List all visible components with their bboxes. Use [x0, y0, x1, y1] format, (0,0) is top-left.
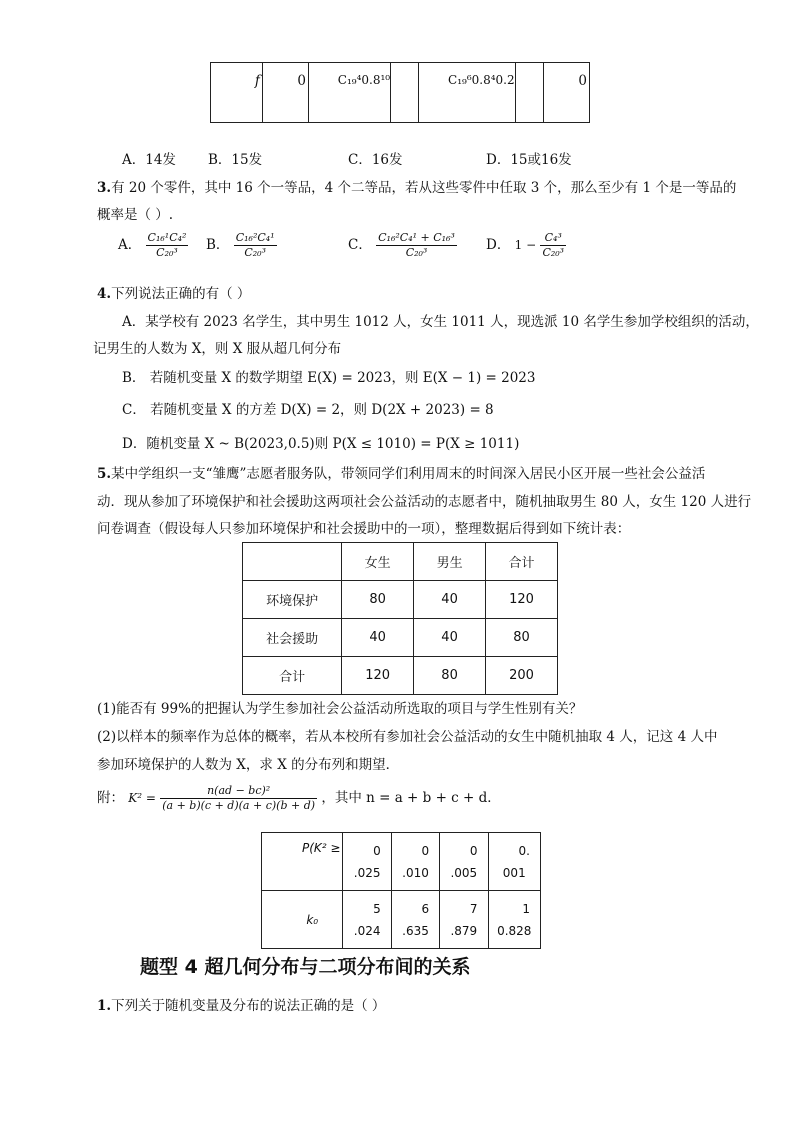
stats-row-label: 社会援助: [243, 619, 342, 657]
q2-option-d: D．15或16发: [486, 152, 572, 168]
k-cell: 7 .879: [440, 891, 488, 949]
option-fraction: $\frac{\text{C₁₆¹C₄²}}{\text{C₂₀³}}$: [147, 231, 187, 259]
stats-row-label: 合计: [243, 657, 342, 695]
k-cell: 6 .635: [391, 891, 439, 949]
k-cell: 0 .010: [391, 833, 439, 891]
formula-prefix: 附：: [97, 790, 124, 806]
q2-option-a: A．14发: [122, 152, 176, 168]
q2-option-b: B．15发: [208, 152, 263, 168]
q4-option-c: C． 若随机变量 X 的方差 D(X) = 2，则 D(2X + 2023) = 8: [122, 402, 494, 418]
option-label: D．: [486, 237, 511, 253]
q3-line2: 概率是（ ）.: [97, 207, 174, 223]
q3-number: 3.: [97, 180, 112, 196]
top-cell: [391, 63, 419, 123]
stats-cell: 80: [414, 657, 486, 695]
option-label: C．: [348, 237, 372, 253]
q2-option-c: C．16发: [348, 152, 403, 168]
k-cell: 5 .024: [343, 891, 391, 949]
k-cell: 0 .025: [343, 833, 391, 891]
q5-line1: [97, 462, 705, 482]
stats-cell: 40: [342, 619, 414, 657]
stats-cell: 80: [342, 581, 414, 619]
section-title: 题型 4 超几何分布与二项分布间的关系: [140, 956, 471, 978]
q4-number: 4.: [97, 286, 112, 302]
k-table: [261, 832, 541, 949]
q4-stem-text: 下列说法正确的有（ ）: [111, 286, 251, 302]
q4-option-a1: A．某学校有 2023 名学生，其中男生 1012 人，女生 1011 人，现选派 10 名学生参加学校组织的活动，: [122, 314, 759, 330]
stats-cell: 120: [342, 657, 414, 695]
q3-option-d: [486, 231, 566, 260]
top-cell: [515, 63, 543, 123]
k-cell: 1 0.828: [488, 891, 541, 949]
stats-table: [242, 542, 558, 695]
q3-stem: [97, 176, 736, 196]
stats-cell: 200: [485, 657, 557, 695]
k-row1-label: P(K² ≥: [262, 833, 343, 891]
stats-cell: 40: [414, 619, 486, 657]
q5-line2: 动．现从参加了环境保护和社会援助这两项社会公益活动的志愿者中，随机抽取男生 80 人，女生 120 人进行: [97, 494, 752, 510]
stats-header-cell: [243, 543, 342, 581]
q5-sub1: (1)能否有 99%的把握认为学生参加社会公益活动所选取的项目与学生性别有关？: [97, 701, 583, 717]
k-cell: 0. 001: [488, 833, 541, 891]
q3-option-b: [206, 231, 277, 260]
option-label: A．: [118, 237, 142, 253]
top-cell: C₁₉⁴0.8¹⁰: [308, 63, 390, 123]
stats-header-cell: 男生: [414, 543, 486, 581]
formula-lhs: K² =: [128, 791, 156, 805]
option-fraction: $\frac{\text{C₁₆²C₄¹}}{\text{C₂₀³}}$: [235, 231, 275, 259]
top-cell: C₁₉⁶0.8⁴0.2: [419, 63, 515, 123]
q5-line1-text: 某中学组织一支“雏鹰”志愿者服务队，带领同学们利用周末的时间深入居民小区开展一些社会公益活: [111, 466, 706, 482]
q4-stem: [97, 282, 250, 302]
k-row2-label: k₀: [262, 891, 343, 949]
q4-option-b: B． 若随机变量 X 的数学期望 E(X) = 2023，则 E(X − 1) = 2023: [122, 370, 536, 386]
q3-option-a: [118, 231, 188, 260]
formula-fraction: $\frac{\text{n(ad − bc)²}}{(a + b)(c + d)(a + c)(b + d)}$: [162, 784, 316, 812]
q5-formula: [97, 784, 501, 813]
s4-q1: [97, 994, 385, 1014]
q3-line1: 有 20 个零件，其中 16 个一等品，4 个二等品，若从这些零件中任取 3 个，那么至少有 1 个是一等品的: [111, 180, 737, 196]
q3-option-c: [348, 231, 457, 260]
top-cell: 0: [543, 63, 589, 123]
q4-option-a2: 记男生的人数为 X，则 X 服从超几何分布: [93, 341, 342, 357]
q4-option-d: D．随机变量 X ~ B(2023,0.5)则 P(X ≤ 1010) = P(X ≥ 1011): [122, 436, 520, 452]
s4-q1-text: 下列关于随机变量及分布的说法正确的是（ ）: [111, 998, 386, 1014]
stats-header-cell: 女生: [342, 543, 414, 581]
s4-q1-number: 1.: [97, 998, 112, 1014]
stats-cell: 40: [414, 581, 486, 619]
top-table: [210, 62, 590, 123]
stats-header-cell: 合计: [485, 543, 557, 581]
top-cell: 0: [262, 63, 308, 123]
q5-sub2a: (2)以样本的频率作为总体的概率，若从本校所有参加社会公益活动的女生中随机抽取 4 人，记这 4 人中: [97, 729, 718, 745]
q5-number: 5.: [97, 466, 112, 482]
stats-cell: 120: [485, 581, 557, 619]
option-fraction: $\frac{\text{C₁₆²C₄¹ + C₁₆³}}{\text{C₂₀³}}$: [378, 231, 455, 259]
option-prefix: 1 −: [514, 238, 537, 252]
option-label: B．: [206, 237, 230, 253]
q5-line3: 问卷调查（假设每人只参加环境保护和社会援助中的一项），整理数据后得到如下统计表：: [97, 521, 631, 537]
q5-sub2b: 参加环境保护的人数为 X，求 X 的分布列和期望．: [97, 757, 400, 773]
formula-suffix: ，其中 n = a + b + c + d．: [321, 790, 501, 806]
stats-row-label: 环境保护: [243, 581, 342, 619]
top-cell: f: [211, 63, 263, 123]
option-fraction: $\frac{\text{C₄³}}{\text{C₂₀³}}$: [542, 231, 565, 259]
k-cell: 0 .005: [440, 833, 488, 891]
stats-cell: 80: [485, 619, 557, 657]
